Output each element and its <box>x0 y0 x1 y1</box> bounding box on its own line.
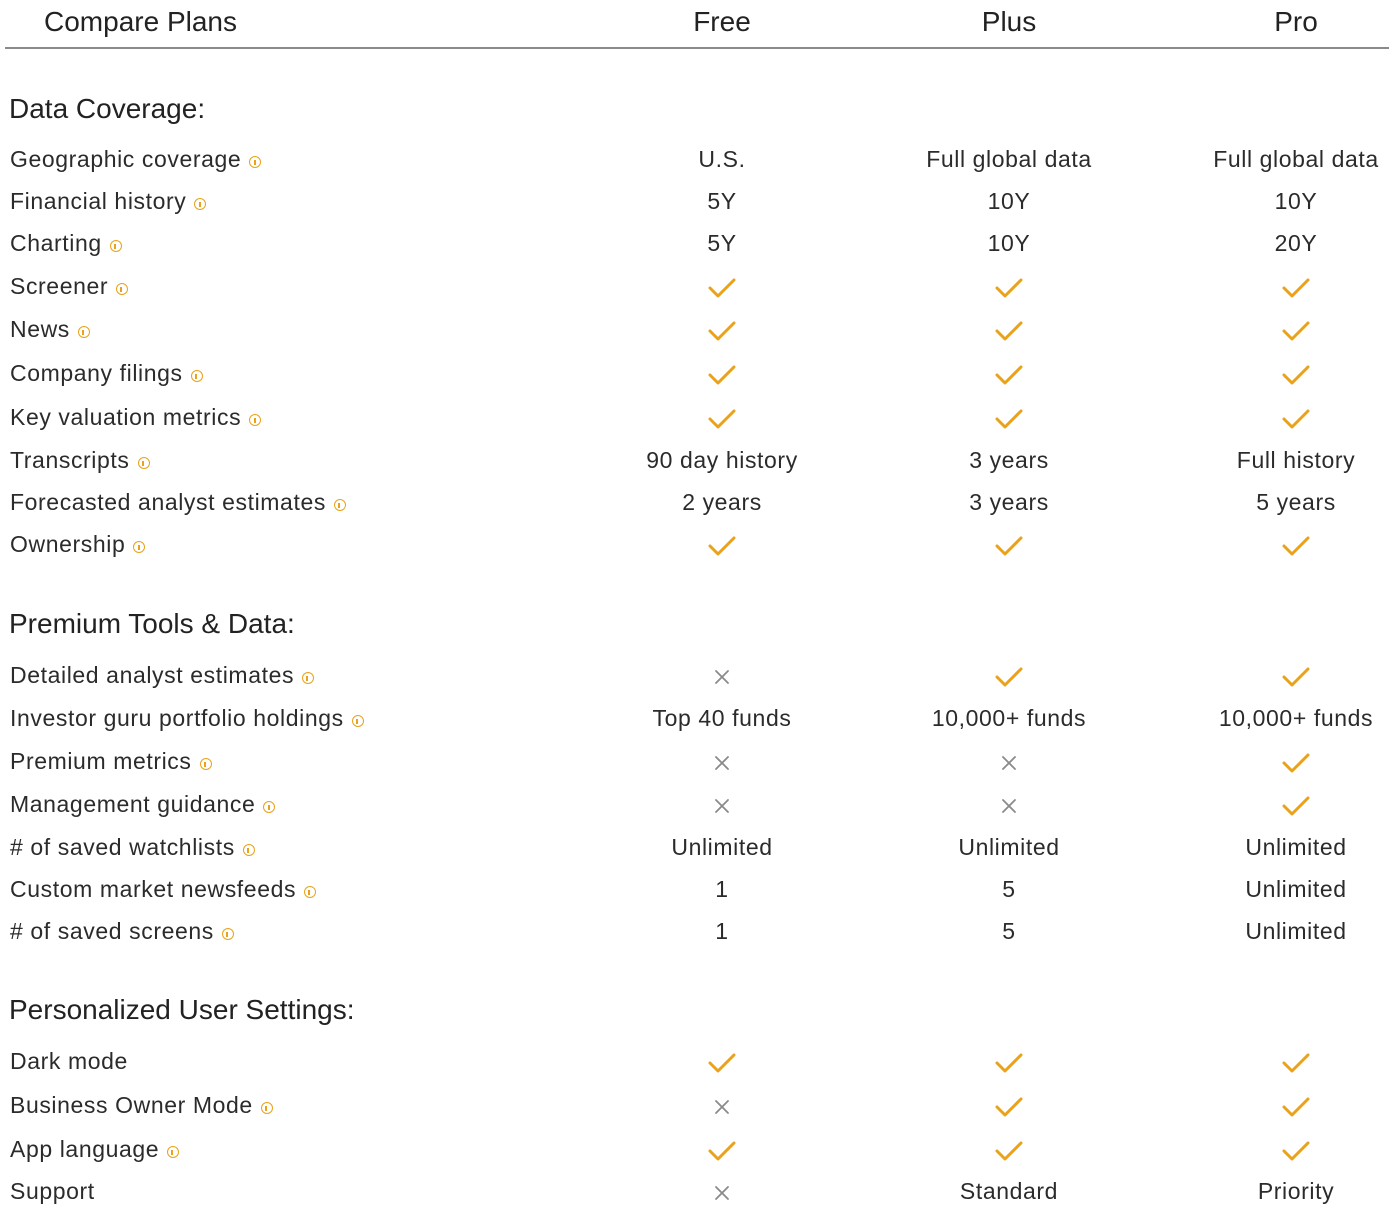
cross-icon <box>592 1176 852 1206</box>
feature-label-text: Business Owner Mode <box>10 1092 253 1118</box>
feature-label <box>10 186 206 216</box>
plan-value-plus: Full global data <box>926 146 1092 172</box>
check-icon <box>1166 358 1389 388</box>
table-row <box>0 487 1389 529</box>
info-icon[interactable] <box>263 801 275 813</box>
check-icon <box>592 402 852 432</box>
table-row <box>0 1090 1389 1132</box>
info-icon[interactable] <box>191 370 203 382</box>
info-icon[interactable] <box>138 457 150 469</box>
feature-label <box>10 874 316 904</box>
feature-label-text: Investor guru portfolio holdings <box>10 705 344 731</box>
info-icon[interactable] <box>78 326 90 338</box>
plan-value-plus: 5 <box>1002 876 1016 902</box>
table-row <box>0 660 1389 702</box>
check-icon <box>592 358 852 388</box>
info-icon[interactable] <box>302 672 314 684</box>
plan-value-pro: 10,000+ funds <box>1218 705 1374 731</box>
plan-value-free: 2 years <box>682 489 762 515</box>
cross-icon <box>592 746 852 776</box>
section-title: Premium Tools & Data: <box>9 608 295 639</box>
plan-value-pro: 20Y <box>1274 230 1318 256</box>
plan-value-free: 90 day history <box>646 447 798 473</box>
info-icon[interactable] <box>133 541 145 553</box>
plan-value-free: 1 <box>715 918 729 944</box>
check-icon <box>592 314 852 344</box>
plan-value-pro: 10Y <box>1274 188 1318 214</box>
feature-label <box>10 916 234 946</box>
plan-value-plus: Unlimited <box>958 834 1060 860</box>
check-icon <box>592 529 852 559</box>
info-icon[interactable] <box>249 414 261 426</box>
feature-label <box>10 314 90 344</box>
feature-label-text: Detailed analyst estimates <box>10 662 295 688</box>
plan-value-pro: 5 years <box>1256 489 1336 515</box>
check-icon <box>592 1046 852 1076</box>
feature-label <box>10 487 346 517</box>
check-icon <box>592 1134 852 1164</box>
info-icon[interactable] <box>167 1146 179 1158</box>
cross-icon <box>592 660 852 690</box>
plan-value-free: Top 40 funds <box>652 705 792 731</box>
cross-icon <box>592 1090 852 1120</box>
feature-label <box>10 789 275 819</box>
info-icon[interactable] <box>194 198 206 210</box>
feature-label-text: Forecasted analyst estimates <box>10 489 326 515</box>
check-icon <box>1166 402 1389 432</box>
feature-label <box>10 445 150 475</box>
check-icon <box>879 1134 1139 1164</box>
feature-label-text: Geographic coverage <box>10 146 242 172</box>
info-icon[interactable] <box>249 156 261 168</box>
feature-label <box>10 271 128 301</box>
plan-value-plus: 3 years <box>969 447 1049 473</box>
feature-label-text: Financial history <box>10 188 187 214</box>
feature-label-text: Custom market newsfeeds <box>10 876 297 902</box>
header-divider <box>5 47 1389 49</box>
feature-label <box>10 1176 95 1206</box>
info-icon[interactable] <box>116 283 128 295</box>
check-icon <box>1166 746 1389 776</box>
info-icon[interactable] <box>334 499 346 511</box>
table-row <box>0 228 1389 270</box>
feature-label <box>10 660 314 690</box>
feature-label-text: Company filings <box>10 360 183 386</box>
table-row <box>0 916 1389 958</box>
feature-label-text: Transcripts <box>10 447 130 473</box>
plan-value-pro: Priority <box>1257 1178 1335 1204</box>
plan-value-free: Unlimited <box>671 834 773 860</box>
section-title: Personalized User Settings: <box>9 994 355 1025</box>
table-row <box>0 271 1389 313</box>
plan-value-pro: Unlimited <box>1245 834 1347 860</box>
check-icon <box>1166 271 1389 301</box>
plan-value-pro: Unlimited <box>1245 918 1347 944</box>
check-icon <box>1166 789 1389 819</box>
table-row <box>0 529 1389 571</box>
table-row <box>0 144 1389 186</box>
feature-label-text: App language <box>10 1136 160 1162</box>
check-icon <box>879 358 1139 388</box>
table-row <box>0 186 1389 228</box>
feature-label <box>10 228 122 258</box>
table-row <box>0 1134 1389 1176</box>
table-row <box>0 746 1389 788</box>
check-icon <box>1166 314 1389 344</box>
plan-value-pro: Full history <box>1236 447 1356 473</box>
plan-value-plus: 10,000+ funds <box>931 705 1087 731</box>
feature-label <box>10 1134 179 1164</box>
check-icon <box>879 1090 1139 1120</box>
feature-label-text: # of saved watchlists <box>10 834 235 860</box>
plan-header-pro: Pro <box>1274 6 1318 37</box>
info-icon[interactable] <box>352 715 364 727</box>
feature-label-text: Dark mode <box>10 1048 128 1074</box>
plan-value-plus: Standard <box>959 1178 1059 1204</box>
feature-label-text: # of saved screens <box>10 918 214 944</box>
plan-value-plus: 5 <box>1002 918 1016 944</box>
table-row <box>0 445 1389 487</box>
cross-icon <box>592 789 852 819</box>
plan-value-pro: Unlimited <box>1245 876 1347 902</box>
feature-label <box>10 1046 128 1076</box>
check-icon <box>879 402 1139 432</box>
check-icon <box>879 314 1139 344</box>
plan-value-plus: 3 years <box>969 489 1049 515</box>
feature-label-text: Ownership <box>10 531 126 557</box>
check-icon <box>1166 1090 1389 1120</box>
check-icon <box>879 1046 1139 1076</box>
feature-label-text: Support <box>10 1178 95 1204</box>
info-icon[interactable] <box>243 844 255 856</box>
table-row <box>0 832 1389 874</box>
table-row <box>0 874 1389 916</box>
table-row <box>0 358 1389 400</box>
info-icon[interactable] <box>304 886 316 898</box>
page-title: Compare Plans <box>44 6 237 37</box>
check-icon <box>1166 529 1389 559</box>
feature-label <box>10 1090 273 1120</box>
feature-label-text: Management guidance <box>10 791 256 817</box>
plan-value-free: U.S. <box>698 146 746 172</box>
info-icon[interactable] <box>261 1102 273 1114</box>
plan-value-pro: Full global data <box>1213 146 1379 172</box>
feature-label <box>10 402 261 432</box>
cross-icon <box>879 746 1139 776</box>
table-row <box>0 402 1389 444</box>
check-icon <box>879 529 1139 559</box>
feature-label-text: News <box>10 316 70 342</box>
check-icon <box>1166 1134 1389 1164</box>
check-icon <box>592 271 852 301</box>
feature-label <box>10 529 145 559</box>
table-row <box>0 314 1389 356</box>
plan-value-plus: 10Y <box>987 230 1031 256</box>
info-icon[interactable] <box>200 758 212 770</box>
cross-icon <box>879 789 1139 819</box>
info-icon[interactable] <box>110 240 122 252</box>
plan-value-plus: 10Y <box>987 188 1031 214</box>
feature-label <box>10 832 255 862</box>
feature-label-text: Premium metrics <box>10 748 192 774</box>
plan-value-free: 1 <box>715 876 729 902</box>
plan-value-free: 5Y <box>707 230 737 256</box>
plan-header-plus: Plus <box>981 6 1037 37</box>
check-icon <box>879 271 1139 301</box>
feature-label <box>10 358 203 388</box>
plan-value-free: 5Y <box>707 188 737 214</box>
check-icon <box>1166 1046 1389 1076</box>
feature-label-text: Key valuation metrics <box>10 404 242 430</box>
info-icon[interactable] <box>222 928 234 940</box>
feature-label <box>10 746 212 776</box>
feature-label <box>10 144 261 174</box>
feature-label-text: Charting <box>10 230 102 256</box>
table-row <box>0 789 1389 831</box>
table-row <box>0 703 1389 745</box>
section-title: Data Coverage: <box>9 93 206 124</box>
table-row <box>0 1176 1389 1218</box>
compare-header <box>0 0 1389 50</box>
check-icon <box>879 660 1139 690</box>
check-icon <box>1166 660 1389 690</box>
table-row <box>0 1046 1389 1088</box>
feature-label <box>10 703 364 733</box>
feature-label-text: Screener <box>10 273 109 299</box>
plan-header-free: Free <box>693 6 751 37</box>
